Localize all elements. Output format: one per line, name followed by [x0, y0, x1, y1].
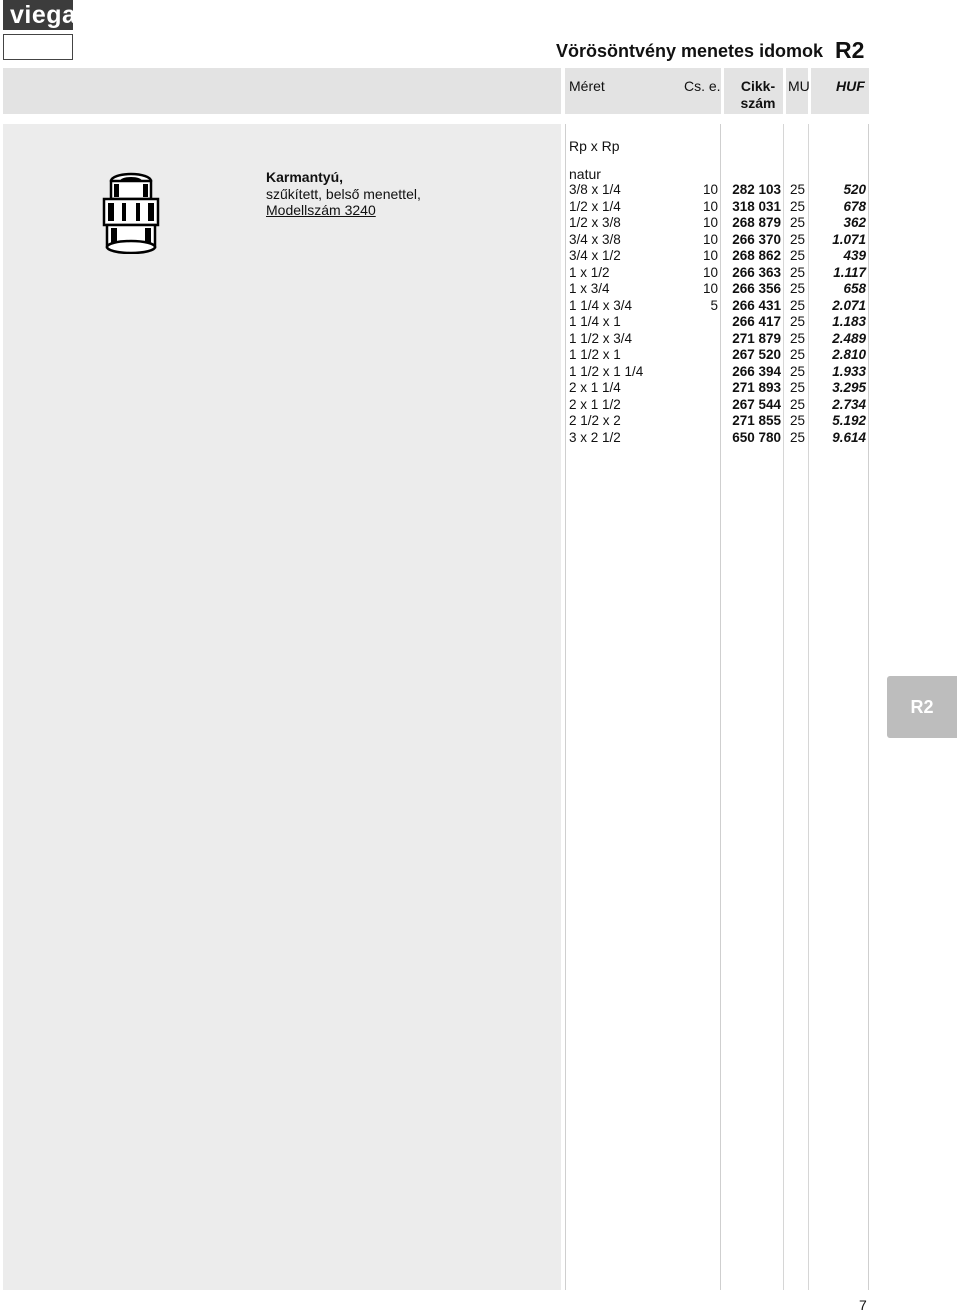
logo-empty-box: [3, 34, 73, 60]
table-row: [0, 232, 960, 249]
size-cell: 1 1/4 x 3/4: [569, 297, 633, 313]
pack-qty-cell: 10: [702, 281, 718, 296]
table-row: [0, 215, 960, 232]
size-cell: 1 1/2 x 1 1/4: [569, 363, 644, 379]
table-row: [0, 413, 960, 430]
column-header-cikkszam: Cikk- szám: [740, 78, 776, 111]
price-cell: 9.614: [832, 429, 866, 445]
price-cell: 362: [843, 215, 866, 230]
table-row: [0, 314, 960, 331]
header-divider: [783, 68, 786, 114]
mu-cell: 25: [790, 363, 806, 379]
table-row: [0, 298, 960, 315]
pack-qty-cell: 10: [702, 182, 718, 197]
pack-qty-cell: 10: [702, 264, 718, 280]
column-header-huf: HUF: [836, 78, 865, 94]
size-cell: 2 1/2 x 2: [569, 413, 621, 428]
mu-cell: 25: [790, 297, 806, 313]
mu-cell: 25: [790, 380, 806, 395]
price-cell: 439: [843, 248, 866, 263]
pack-qty-cell: 10: [702, 215, 718, 230]
header-divider: [561, 68, 565, 114]
model-number-link[interactable]: Modellszám 3240: [266, 202, 376, 219]
mu-cell: 25: [790, 429, 806, 445]
price-cell: 5.192: [832, 413, 866, 428]
table-row: [0, 265, 960, 282]
mu-cell: 25: [790, 264, 806, 280]
article-number-cell: 271 893: [732, 380, 781, 395]
column-header-cs-e: Cs. e.: [684, 78, 721, 94]
article-number-cell: 267 544: [732, 396, 781, 412]
pack-qty-cell: 10: [702, 198, 718, 214]
price-cell: 2.810: [832, 347, 866, 362]
table-row: [0, 248, 960, 265]
article-number-cell: 650 780: [732, 429, 781, 445]
page-title: Vörösöntvény menetes idomok: [556, 41, 824, 61]
pack-qty-cell: 10: [702, 231, 718, 247]
size-cell: 1 1/2 x 3/4: [569, 330, 633, 346]
article-number-cell: 267 520: [732, 347, 781, 362]
price-cell: 2.489: [832, 330, 866, 346]
size-cell: 3 x 2 1/2: [569, 429, 621, 445]
column-header-mu: MU: [788, 78, 810, 94]
price-cell: 3.295: [832, 380, 866, 395]
section-tab-r2[interactable]: R2: [887, 676, 957, 738]
price-cell: 1.183: [832, 314, 866, 329]
table-row: [0, 397, 960, 414]
table-row: [0, 380, 960, 397]
product-name: Karmantyú,: [266, 169, 344, 185]
size-cell: 3/8 x 1/4: [569, 182, 621, 197]
viega-logo: viega: [3, 0, 73, 30]
column-header-meret: Méret: [569, 78, 605, 94]
price-cell: 1.933: [832, 363, 866, 379]
thread-type-label: Rp x Rp: [569, 138, 620, 154]
pack-qty-cell: 10: [702, 248, 718, 263]
header-divider: [721, 68, 724, 114]
article-number-cell: 318 031: [732, 198, 781, 214]
mu-cell: 25: [790, 215, 806, 230]
article-number-cell: 266 394: [732, 363, 781, 379]
mu-cell: 25: [790, 182, 806, 197]
article-number-cell: 266 363: [732, 264, 781, 280]
mu-cell: 25: [790, 314, 806, 329]
article-number-cell: 271 855: [732, 413, 781, 428]
mu-cell: 25: [790, 413, 806, 428]
mu-cell: 25: [790, 198, 806, 214]
article-number-cell: 282 103: [732, 182, 781, 197]
table-row: [0, 331, 960, 348]
article-number-cell: 268 879: [732, 215, 781, 230]
table-row: [0, 430, 960, 447]
price-cell: 2.734: [832, 396, 866, 412]
size-cell: 1/2 x 3/8: [569, 215, 621, 230]
table-row: [0, 281, 960, 298]
size-cell: 1 1/4 x 1: [569, 314, 621, 329]
page-number: 7: [859, 1297, 867, 1313]
table-row: [0, 347, 960, 364]
article-number-cell: 266 417: [732, 314, 781, 329]
product-subtitle: szűkített, belső menettel,: [266, 185, 421, 202]
price-cell: 520: [843, 182, 866, 197]
mu-cell: 25: [790, 248, 806, 263]
mu-cell: 25: [790, 281, 806, 296]
pack-qty-cell: 5: [710, 297, 718, 313]
table-row: [0, 182, 960, 199]
price-cell: 658: [843, 281, 866, 296]
price-cell: 2.071: [832, 297, 866, 313]
mu-cell: 25: [790, 231, 806, 247]
price-cell: 1.071: [832, 231, 866, 247]
mu-cell: 25: [790, 330, 806, 346]
size-cell: 2 x 1 1/4: [569, 380, 621, 395]
size-cell: 3/4 x 3/8: [569, 231, 621, 247]
product-table: [0, 182, 960, 446]
table-row: [0, 364, 960, 381]
price-cell: 678: [843, 198, 866, 214]
size-cell: 3/4 x 1/2: [569, 248, 621, 263]
mu-cell: 25: [790, 396, 806, 412]
article-number-cell: 266 370: [732, 231, 781, 247]
article-number-cell: 268 862: [732, 248, 781, 263]
table-row: [0, 199, 960, 216]
article-number-cell: 266 356: [732, 281, 781, 296]
price-cell: 1.117: [833, 264, 866, 280]
article-number-cell: 271 879: [732, 330, 781, 346]
size-cell: 2 x 1 1/2: [569, 396, 621, 412]
size-cell: 1 x 1/2: [569, 264, 610, 280]
size-cell: 1 x 3/4: [569, 281, 610, 296]
article-number-cell: 266 431: [732, 297, 781, 313]
mu-cell: 25: [790, 347, 806, 362]
section-code: R2: [835, 37, 865, 63]
size-cell: 1/2 x 1/4: [569, 198, 621, 214]
finish-label: natur: [569, 166, 601, 182]
size-cell: 1 1/2 x 1: [569, 347, 621, 362]
